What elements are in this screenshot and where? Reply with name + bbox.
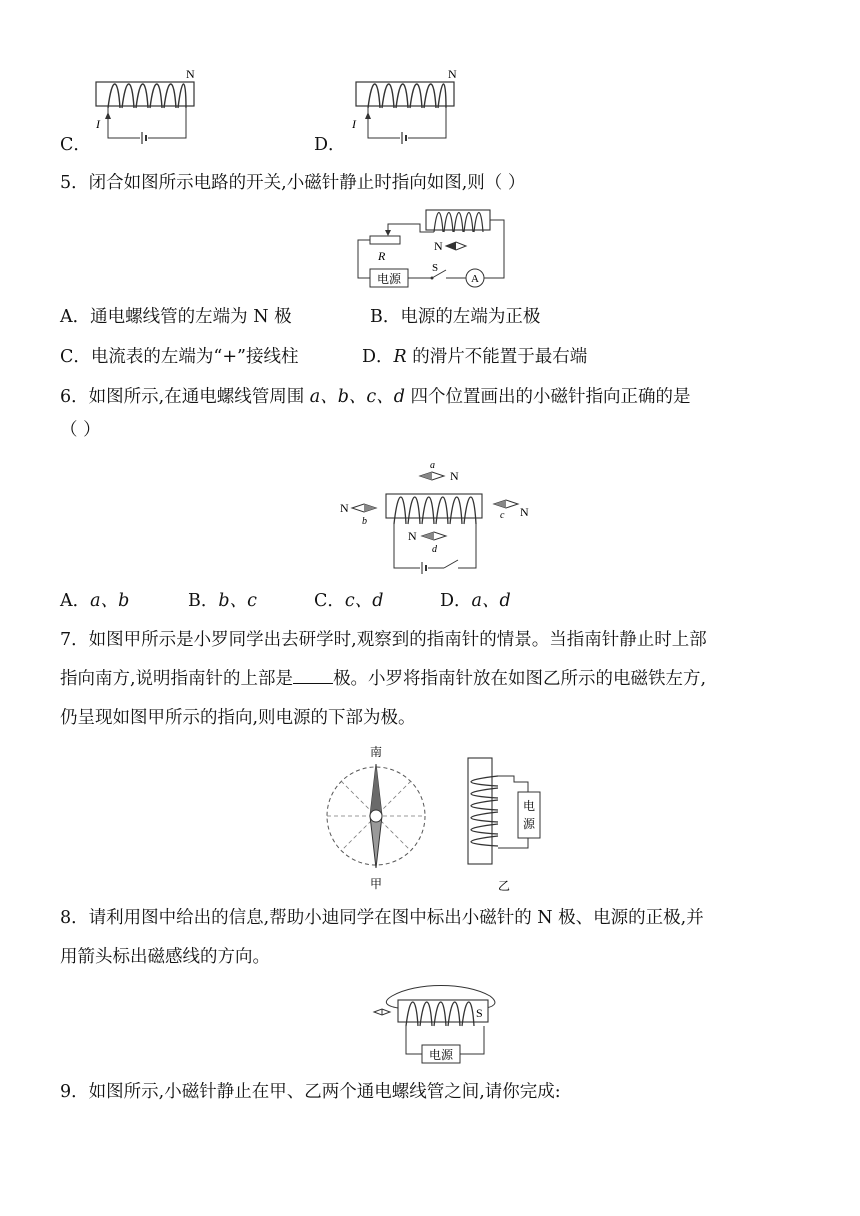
q6-option-d bbox=[440, 589, 511, 613]
q6-option-b-text: b、c bbox=[218, 591, 257, 611]
q7-figure-yi-electromagnet bbox=[458, 756, 550, 894]
q5-option-a: A．通电螺线管的左端为 N 极 bbox=[60, 307, 292, 327]
q7-power-label-1: 电 bbox=[522, 799, 536, 813]
q7-line2-post: 极。小罗将指南针放在如图乙所示的电磁铁左方, bbox=[333, 669, 707, 689]
q8-power-label: 电源 bbox=[428, 1048, 454, 1062]
q5-option-d bbox=[362, 345, 587, 369]
q6-stem-vars: a、b、c、d bbox=[309, 387, 405, 407]
q7-power-label-2: 源 bbox=[522, 817, 536, 831]
q5-option-d-text: 的滑片不能置于最右端 bbox=[406, 347, 588, 367]
q6-d-n: N bbox=[408, 529, 417, 543]
q6-option-d-text: a、d bbox=[471, 591, 511, 611]
q6-a-n: N bbox=[450, 469, 459, 483]
q7-line1: 7．如图甲所示是小罗同学出去研学时,观察到的指南针的情景。当指南针静止时上部 bbox=[60, 630, 707, 650]
q5-stem: 5．闭合如图所示电路的开关,小磁针静止时指向如图,则（ ） bbox=[60, 173, 526, 193]
q6-option-a-label: A． bbox=[60, 591, 91, 611]
q5-ammeter-label: A bbox=[471, 273, 479, 285]
q7-line2 bbox=[60, 667, 706, 691]
q5-option-b: B．电源的左端为正极 bbox=[370, 307, 541, 327]
q7-south-label: 南 bbox=[369, 745, 383, 759]
q4-option-d-figure bbox=[348, 66, 468, 150]
q4c-i-label: I bbox=[96, 117, 100, 131]
q7-yi-label: 乙 bbox=[497, 879, 511, 893]
q6-option-c bbox=[314, 589, 383, 613]
q4-option-c-figure bbox=[88, 66, 208, 150]
q7-jia-label: 甲 bbox=[369, 877, 383, 891]
q6-option-b-label: B． bbox=[188, 591, 219, 611]
q6-c-label: c bbox=[500, 510, 505, 521]
q7-answer-blank[interactable] bbox=[293, 667, 333, 684]
q6-c-n: N bbox=[520, 505, 529, 519]
q4-option-c-label: C． bbox=[60, 135, 91, 155]
q6-b-n: N bbox=[340, 501, 349, 515]
q4d-i-label: I bbox=[352, 117, 356, 131]
q5-option-d-var: R bbox=[393, 347, 407, 367]
q5-option-c: C．电流表的左端为“+”接线柱 bbox=[60, 347, 299, 367]
q7-line3: 仍呈现如图甲所示的指向,则电源的下部为极。 bbox=[60, 708, 416, 728]
q5-power-label: 电源 bbox=[376, 272, 402, 286]
q6-stem-post: 四个位置画出的小磁针指向正确的是 bbox=[404, 387, 691, 407]
q4d-n-label: N bbox=[448, 67, 457, 81]
q6-stem bbox=[60, 385, 690, 409]
q5-n-label: N bbox=[434, 239, 443, 253]
q7-line2-pre: 指向南方,说明指南针的上部是 bbox=[60, 669, 294, 689]
q6-option-c-label: C． bbox=[314, 591, 345, 611]
q6-option-a bbox=[60, 589, 129, 613]
q6-b-label: b bbox=[362, 516, 367, 527]
q6-stem-line2: （ ） bbox=[60, 420, 101, 440]
q6-option-a-text: a、b bbox=[90, 591, 130, 611]
q8-line1: 8．请利用图中给出的信息,帮助小迪同学在图中标出小磁针的 N 极、电源的正极,并 bbox=[60, 908, 704, 928]
q4-option-d-label: D． bbox=[314, 135, 346, 155]
q8-line2: 用箭头标出磁感线的方向。 bbox=[60, 947, 270, 967]
q4c-n-label: N bbox=[186, 67, 195, 81]
q6-a-label: a bbox=[430, 460, 435, 471]
q5-s-label: S bbox=[432, 262, 439, 274]
q5-option-d-label: D． bbox=[362, 347, 394, 367]
q6-option-c-text: c、d bbox=[344, 591, 384, 611]
q6-option-d-label: D． bbox=[440, 591, 472, 611]
q7-figure-jia-compass bbox=[318, 744, 434, 894]
q6-option-b bbox=[188, 589, 257, 613]
q6-d-label: d bbox=[432, 544, 437, 555]
q6-figure bbox=[334, 456, 534, 578]
q5-r-label: R bbox=[378, 249, 386, 263]
q8-s-label: S bbox=[476, 1006, 483, 1020]
q9-stem: 9．如图所示,小磁针静止在甲、乙两个通电螺线管之间,请你完成: bbox=[60, 1082, 561, 1102]
q8-figure bbox=[366, 982, 504, 1066]
q5-figure bbox=[348, 206, 518, 292]
q6-stem-pre: 6．如图所示,在通电螺线管周围 bbox=[60, 387, 310, 407]
